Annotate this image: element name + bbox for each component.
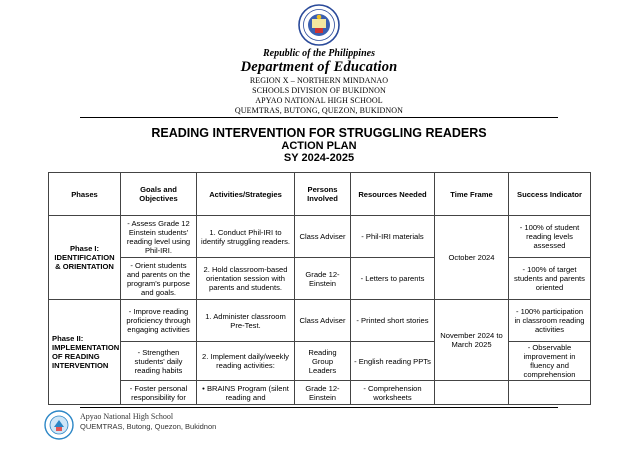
col-header-resources: Resources Needed: [351, 173, 435, 216]
phase-2-cell: Phase II: IMPLEMENTATION OF READING INTERVENTION: [49, 300, 121, 405]
school-year: SY 2024-2025: [283, 152, 355, 164]
region-label: REGION X – NORTHERN MINDANAO: [249, 76, 389, 85]
resources-cell: - Comprehension worksheets: [351, 381, 435, 405]
document-title: READING INTERVENTION FOR STRUGGLING READERS: [151, 126, 487, 140]
activity-cell: 2. Hold classroom-based orientation session with parents and students.: [197, 258, 295, 300]
indicator-cell: - 100% of target students and parents oriented: [509, 258, 591, 300]
indicator-cell: - 100% of student reading levels assessed: [509, 216, 591, 258]
table-row: [49, 258, 591, 300]
time-frame-cell: October 2024: [435, 216, 509, 300]
school-logo-icon: [44, 410, 74, 440]
goal-cell: - Improve reading proficiency through engaging activities: [121, 300, 197, 342]
republic-label: Republic of the Philippines: [263, 48, 375, 59]
col-header-persons: Persons Involved: [295, 173, 351, 216]
col-header-phases: Phases: [49, 173, 121, 216]
footer-school-name: Apyao National High School: [80, 412, 174, 421]
time-frame-cell: November 2024 to March 2025: [435, 300, 509, 381]
address-label: QUEMTRAS, BUTONG, QUEZON, BUKIDNON: [234, 106, 404, 115]
goal-cell: - Strengthen students' daily reading habits: [121, 342, 197, 381]
resources-cell: - Printed short stories: [351, 300, 435, 342]
goal-cell: - Foster personal responsibility for: [121, 381, 197, 405]
indicator-cell: [509, 381, 591, 405]
persons-cell: Reading Group Leaders: [295, 342, 351, 381]
indicator-cell: - 100% participation in classroom reading activities: [509, 300, 591, 342]
col-header-time-frame: Time Frame: [435, 173, 509, 216]
table-row: [49, 300, 591, 342]
persons-cell: Class Adviser: [295, 300, 351, 342]
goal-cell: - Assess Grade 12 Einstein students' reading level using Phil-IRI.: [121, 216, 197, 258]
persons-cell: Grade 12-Einstein: [295, 381, 351, 405]
activity-cell: 1. Administer classroom Pre-Test.: [197, 300, 295, 342]
persons-cell: Grade 12-Einstein: [295, 258, 351, 300]
activity-cell: 1. Conduct Phil-IRI to identify struggling readers.: [197, 216, 295, 258]
goal-cell: - Orient students and parents on the program's purpose and goals.: [121, 258, 197, 300]
department-name: Department of Education: [240, 59, 398, 75]
indicator-cell: - Observable improvement in fluency and comprehension: [509, 342, 591, 381]
header-divider: [80, 117, 558, 118]
phase-1-cell: Phase I: IDENTIFICATION & ORIENTATION: [49, 216, 121, 300]
resources-cell: - Phil-IRI materials: [351, 216, 435, 258]
resources-cell: - English reading PPTs: [351, 342, 435, 381]
document-subtitle: ACTION PLAN: [281, 140, 357, 152]
table-row: [49, 381, 591, 405]
action-plan-table: [48, 172, 591, 405]
empty-cell: [435, 381, 509, 405]
school-label: APYAO NATIONAL HIGH SCHOOL: [255, 96, 383, 105]
division-label: SCHOOLS DIVISION OF BUKIDNON: [252, 86, 386, 95]
persons-cell: Class Adviser: [295, 216, 351, 258]
deped-seal-icon: [298, 4, 340, 46]
footer-divider: [80, 407, 558, 408]
col-header-goals: Goals and Objectives: [121, 173, 197, 216]
activity-cell: • BRAINS Program (silent reading and: [197, 381, 295, 405]
table-row: [49, 216, 591, 258]
table-header-row: [49, 173, 591, 216]
resources-cell: - Letters to parents: [351, 258, 435, 300]
activity-cell: 2. Implement daily/weekly reading activities:: [197, 342, 295, 381]
col-header-success-indicator: Success Indicator: [509, 173, 591, 216]
col-header-activities: Activities/Strategies: [197, 173, 295, 216]
footer-address: QUEMTRAS, Butong, Quezon, Bukidnon: [80, 422, 217, 431]
table-row: [49, 342, 591, 381]
